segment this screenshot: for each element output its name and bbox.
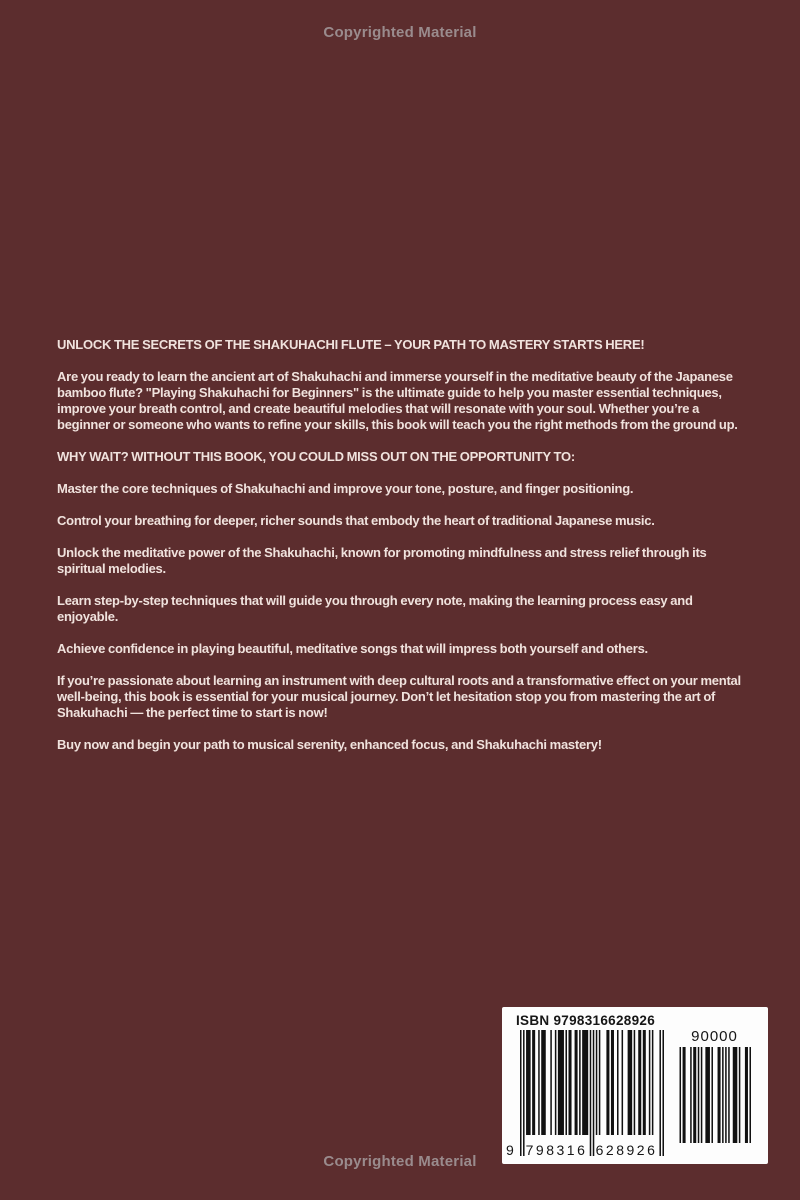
- headline-why-wait: WHY WAIT? WITHOUT THIS BOOK, YOU COULD MISS OUT ON THE OPPORTUNITY TO:: [57, 449, 575, 464]
- closing-paragraph: If you’re passionate about learning an instrument with deep cultural roots and a transformative effect on your mental well-being, this book is essential for your musical journey. Don’t let hesitation stop you from mastering the art of Shakuhachi — the perfect time to start is now!: [57, 673, 741, 720]
- barcode-panel: [502, 1007, 768, 1164]
- benefit-learn-step-by-step: Learn step-by-step techniques that will guide you through every note, making the learning process easy and enjoyable.: [57, 593, 693, 624]
- intro-paragraph: Are you ready to learn the ancient art of Shakuhachi and immerse yourself in the meditative beauty of the Japanese bamboo flute? "Playing Shakuhachi for Beginners" is the ultimate guide to help you master essential techniques, improve your breath control, and create beautiful melodies that will resonate with your soul. Whether you’re a beginner or someone who wants to refine your skills, this book will teach you the right methods from the ground up.: [57, 369, 738, 432]
- benefit-master-techniques: Master the core techniques of Shakuhachi and improve your tone, posture, and finger positioning.: [57, 481, 634, 496]
- headline-unlock: UNLOCK THE SECRETS OF THE SHAKUHACHI FLUTE – YOUR PATH TO MASTERY STARTS HERE!: [57, 337, 645, 352]
- addon-price-code: 90000: [691, 1028, 738, 1045]
- barcode-digit-lead: 9: [506, 1142, 514, 1158]
- benefit-achieve-confidence: Achieve confidence in playing beautiful, meditative songs that will impress both yourself and others.: [57, 641, 648, 656]
- copyright-watermark-top: Copyrighted Material: [323, 24, 477, 41]
- barcode-digits-group1: 798316: [525, 1142, 588, 1158]
- benefit-unlock-meditative: Unlock the meditative power of the Shakuhachi, known for promoting mindfulness and stress relief through its spiritual melodies.: [57, 545, 707, 576]
- copyright-watermark-bottom: Copyrighted Material: [323, 1153, 477, 1170]
- barcode-digits-group2: 628926: [595, 1142, 658, 1158]
- back-cover-blurb: [57, 337, 747, 769]
- benefit-control-breathing: Control your breathing for deeper, richer sounds that embody the heart of traditional Japanese music.: [57, 513, 655, 528]
- ean13-barcode: [520, 1030, 664, 1160]
- isbn-label: ISBN 9798316628926: [516, 1013, 656, 1028]
- cta-paragraph: Buy now and begin your path to musical serenity, enhanced focus, and Shakuhachi mastery!: [57, 737, 602, 752]
- ean5-addon-barcode: [678, 1047, 751, 1143]
